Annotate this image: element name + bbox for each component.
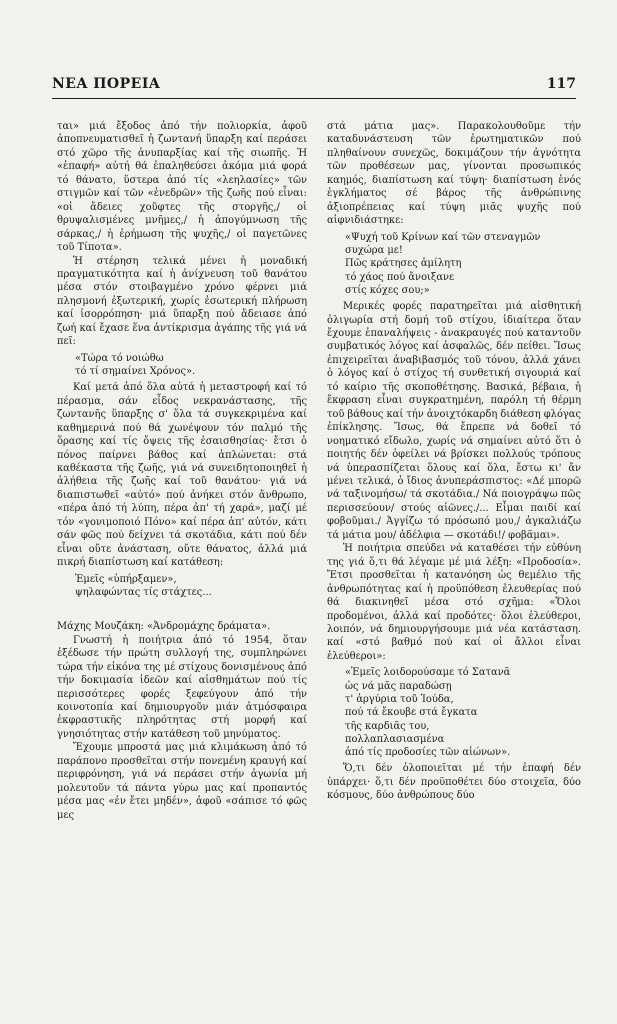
paragraph: Ἡ στέρηση τελικά μένει ἡ μοναδική πραγματικότητα καί ἡ ἀνίχνευση τοῦ θανάτου μέσα στόν στοιβαγμένο χρόνο φέρνει μιά πλησμονή ἐξωτερική, χωρίς ἐσωτερική πλήρωση καί ἰσορρόπηση· μιά ὕπαρξη πού ἄδειασε ἀπό ζωή καί ἔχασε ἕνα ἀντίκρισμα ἀγάπης τῆς γιά νά πεῖ: — [57, 255, 307, 348]
verse-line: ἀπό τίς προδοσίες τῶν αἰώνων». — [345, 747, 511, 759]
verse-line: «Τώρα τό νοιώθω — [75, 352, 164, 364]
verse-line: συχώρα με! — [345, 244, 403, 256]
verse-line: πολλαπλασιασμένα — [345, 733, 445, 745]
verse-line: Ἐμεῖς «ὑπήρξαμεν», — [75, 573, 177, 585]
paragraph: Ἔχουμε μπροστά μας μιά κλιμάκωση ἀπό τό παράπονο προσθεῖται στήν πονεμένη κραυγή καί περιφρόνηση, γιά νά περάσει στήν ἀγωνία μή μολευτοῦν τά πάντα γύρω μας καί προπαντός μέσα μας «ἐν ἔτει μηδέν», ἀφοῦ «σάπισε τό φῶς μες — [57, 742, 307, 821]
verse-line: πού τά ἔκουβε στά ἔγκατα — [345, 707, 478, 719]
left-column — [57, 120, 307, 822]
paragraph: Καί μετά ἀπό ὅλα αὐτά ἡ μεταστροφή καί τό πέρασμα, σάν εἶδος νεκρανάστασης, τῆς ζωντανῆς ὕπαρξης σ' ὅλα τά συγκεκριμένα καί καθημερινά πού θά χωνέψουν τόν παλμό τῆς ὅρασης καί τίς ὄψεις τῆς ἐσαισθησίας· ἔτσι ὁ πόνος παίρνει βάθος καί ἁπλώνεται: στά καθέκαστα τῆς ζωῆς, γιά νά συνειδητοποιηθεῖ ἡ ἀλήθεια τῆς ζωῆς καί τοῦ θανάτου· γιά νά διαπιστωθεῖ «αὐτό» πού ἀνήκει στόν ἄνθρωπο, «πέρα ἀπό τή λύπη, πέρα ἀπ' τή χαρά», μαζί μέ τόν «γονιμοποιό Πόνο» καί πέρα ἀπ' αὐτόν, κάτι σάν φῶς πού δείχνει τά σκοτάδια, κάτι πού δέν εἶναι οὔτε ἀνάσταση, οὔτε θάνατος, ἀλλά μιά πικρή διαπίστωση καί κατάθεση: — [57, 382, 307, 569]
verse-quote — [345, 231, 581, 297]
paragraph: Ἡ ποιήτρια σπεύδει νά καταθέσει τήν εὐθύνη της γιά ὅ,τι θά λέγαμε μέ μιά λέξη: «Προδοσία». Ἔτσι προσθεῖται ἡ κατανόηση ὡς θεμέλιο τῆς ἀνθρωπότητας καί ἡ προϋπόθεση ἐλευθερίας πού θά διακινηθεῖ μέσα στό σχῆμα: «Ὅλοι προδομένοι, ἀλλά καί προδότες· ὅλοι ἐλεύθεροι, λοιπόν, νά δημιουργήσουμε μιά νέα κατάσταση. καί «στό βαθμό πού καί οἱ ἄλλοι εἶναι ἐλεύθεροι»: — [327, 543, 581, 662]
paragraph: Μερικές φορές παρατηρεῖται μιά αἰσθητική ὀλιγωρία στή δομή τοῦ στίχου, ἰδιαίτερα ὅταν ἔχουμε ἐπαναλήψεις - ἀνακραυγές πού καταντοῦν συμβατικός λόγος καί ἀσφαλῶς, δέν πείθει. Ἴσως ἐπιχειρεῖται ἀναβιβασμός τοῦ τόνου, ἀλλά χάνει ὁ λόγος καί ὁ στίχος τή συνθετική σιγουριά καί τό καίριο τῆς σκοποθέτησης. Βασικά, βέβαια, ἡ ἔκφραση εἶναι συγκρατημένη, παρόλη τή θέρμη τοῦ βάθους καί τήν ἀνοιχτόκαρδη διάθεση φλόγας ἐπίκλησης. Ἴσως, θά ἔπρεπε νά δοθεῖ τό νοηματικό εἴδωλο, χωρίς νά σημαίνει αὐτό ὅτι ὁ ποιητής δέν ὀφείλει νά βρίσκει πολλούς τρόπους νά ὑπερασπίζεται ὅλους καί ὅλα, ἔστω κι' ἄν μένει τελικά, ὁ ἴδιος ἀνυπεράσπιστος: «Δέ μπορῶ νά ταξινομήσω/ τά σκοτάδια./ Νά ποιογράψω πῶς περισσεύουν/ στούς αἰῶνες./... Εἶμαι παιδί καί φοβοῦμαι./ Ἀγγίζω τό πρόσωπό μου,/ ἀγκαλιάζω τά μάτια μου/ ἀδέλφια — σκοτάδι!/ φοβᾶμαι». — [327, 301, 581, 541]
verse-line: στίς κόχες σου;» — [345, 284, 430, 296]
right-column — [327, 120, 581, 803]
verse-line: τῆς καρδιᾶς του, — [345, 720, 430, 732]
verse-line: ὡς νά μᾶς παραδώσῃ — [345, 680, 452, 692]
verse-line: ψηλαφώντας τίς στάχτες... — [75, 586, 212, 598]
page-number: 117 — [546, 76, 576, 92]
paragraph: Ὅ,τι δέν ὁλοποιεῖται μέ τήν ἐπαφή δέν ὑπάρχει· ὅ,τι δέν προϋποθέτει δύο στοιχεῖα, δύο κόσμους, δύο ἀνθρώπους δύο — [327, 763, 581, 802]
verse-line: τ' ἀργύρια τοῦ Ἰούδα, — [345, 693, 454, 705]
verse-line: «Ψυχή τοῦ Κρίνων καί τῶν στεναγμῶν — [345, 231, 541, 243]
paragraph: ται» μιά ἔξοδος ἀπό τήν πολιορκία, ἀφοῦ ἀποπνευματισθεῖ ἡ ζωντανή ὕπαρξη καί περάσει στό χῶρο τῆς ἀνυπαρξίας καί τῆς σιωπῆς. Ἡ «ἐπαφή» αὐτή θά ἐπαληθεύσει ἀκόμα μιά φορά τό θάνατο, ὕστερα ἀπό τίς «λεηλασίες» τῶν στιγμῶν καί τῶν «ἐνεδρῶν» τῆς ζωῆς πού εἶναι: «οἱ ἄδειες χοῦφτες τῆς στοργῆς,/ οἱ θρυψαλισμένες μνῆμες,/ ἡ ἀπογύμνωση τῆς σάρκας,/ ἡ ἐρήμωση τῆς ψυχῆς,/ οἱ παγετῶνες τοῦ Τίποτα». — [57, 121, 307, 254]
paragraph: στά μάτια μας». Παρακολουθοῦμε τήν καταδυνάστευση τῶν ἐρωτηματικῶν πού πληθαίνουν συνεχῶς, δοκιμάζουν τήν ἀγνότητα τῶν προθέσεων μας, γίνονται προσωπικός καημός, διαπίστωση καί τύψη· διαπίστωση ἑνός ἐγκλήματος σέ βάρος τῆς ἀνθρώπινης ἀξιοπρέπειας καί τύψη μιᾶς ψυχῆς πού αἰφνιδιάστηκε: — [327, 121, 581, 227]
verse-line: «Ἐμεῖς λοιδορούσαμε τό Σατανᾶ — [345, 667, 511, 679]
verse-quote — [345, 666, 581, 759]
verse-line: Πῶς κράτησες ἀμίλητη — [345, 258, 462, 270]
verse-line: τό τί σημαίνει Χρόνος». — [75, 366, 196, 377]
paragraph: Γνωστή ἡ ποιήτρια ἀπό τό 1954, ὅταν ἐξέδωσε τήν πρώτη συλλογή της, συμπληρώνει τώρα τήν εἰκόνα της μέ στίχους δονισμένους ἀπό τήν δοκιμασία ἰδεῶν καί αἰσθημάτων πού τίς περισσότερες φορές ξεφεύγουν ἀπό τήν κοινοτοπία καί δημιουργοῦν μιάν ἀτμόσφαιρα ἐκφραστικῆς πληρότητας στή μορφή καί γνησιότητας στήν κατάθεση τοῦ μηνύματος. — [57, 634, 307, 740]
running-header — [52, 70, 576, 99]
verse-quote — [75, 352, 307, 379]
journal-title: ΝΕΑ ΠΟΡΕΙΑ — [52, 76, 161, 92]
verse-quote — [75, 573, 307, 600]
verse-line: τό χάος πού ἄνοιξανε — [345, 271, 455, 283]
review-title: Μάχης Μουζάκη: «Ἀνδρομάχης δράματα». — [57, 621, 271, 633]
